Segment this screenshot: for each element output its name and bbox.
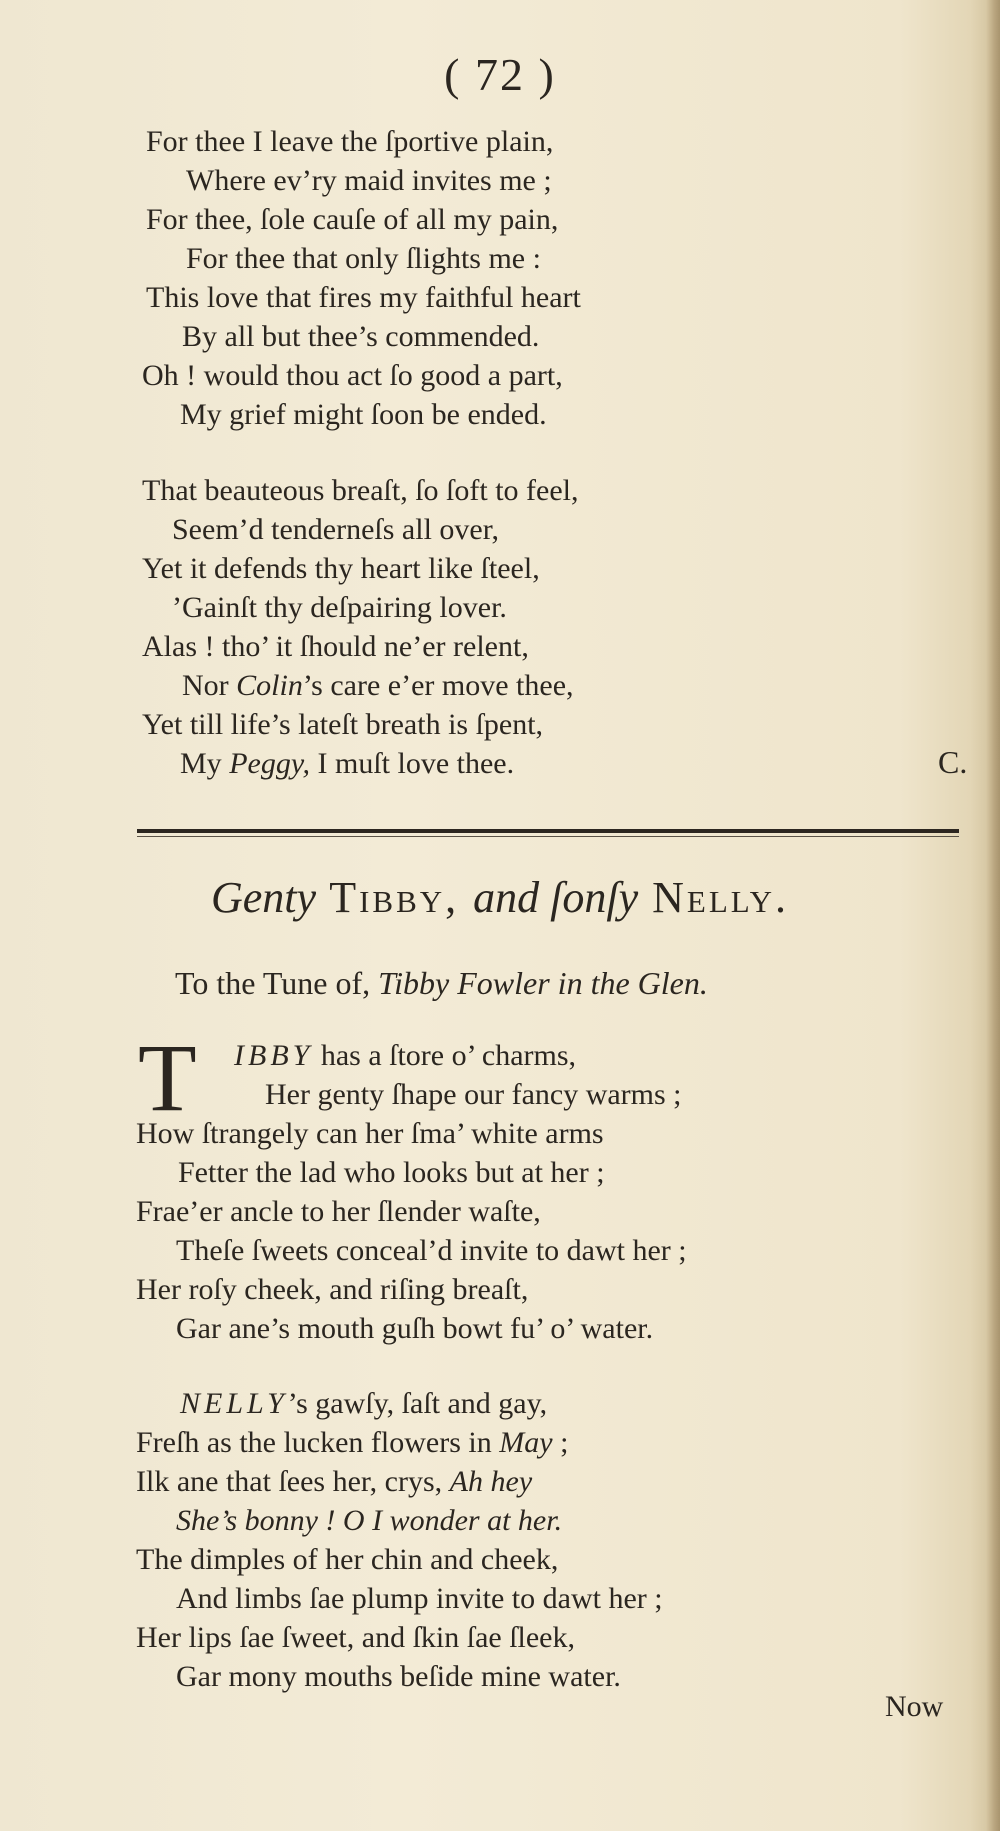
- verse-line: For thee I leave the ſportive plain,: [146, 125, 554, 158]
- verse-line: Seem’d tenderneſs all over,: [172, 513, 500, 546]
- month-name: May: [499, 1426, 553, 1459]
- verse-line: [176, 1502, 562, 1540]
- verse-line: Gar ane’s mouth guſh bowt fu’ o’ water.: [176, 1312, 654, 1345]
- title-part: Genty: [210, 873, 317, 922]
- verse-line: [180, 1385, 547, 1423]
- tune-heading: [175, 965, 708, 1002]
- verse-line: Her roſy cheek, and riſing breaſt,: [136, 1273, 529, 1306]
- section-rule: [137, 829, 959, 833]
- exclamation: She’s bonny ! O I wonder at her.: [176, 1504, 563, 1537]
- song-title: [0, 872, 1000, 923]
- drop-cap-continuation: IBBY: [234, 1039, 314, 1072]
- verse-line: My grief might ſoon be ended.: [180, 398, 547, 431]
- verse-line: How ſtrangely can her ſma’ white arms: [136, 1117, 604, 1150]
- verse-line: Her lips ſae ſweet, and ſkin ſae ſleek,: [136, 1621, 575, 1654]
- character-name: Peggy,: [229, 747, 310, 780]
- author-signature: C.: [938, 744, 968, 780]
- verse-line: [182, 667, 574, 705]
- verse-line: [136, 1424, 568, 1462]
- character-name: Colin: [236, 669, 303, 702]
- verse-line: Alas ! tho’ it ſhould ne’er relent,: [142, 630, 529, 663]
- verse-line: Fetter the lad who looks but at her ;: [178, 1156, 605, 1189]
- verse-line: Yet till life’s lateſt breath is ſpent,: [142, 708, 544, 741]
- verse-line: Theſe ſweets conceal’d invite to dawt her ;: [176, 1234, 687, 1267]
- catchword: Now: [885, 1690, 944, 1723]
- verse-text: ’s care e’er move thee,: [302, 669, 574, 702]
- tune-label: To the Tune of,: [175, 965, 379, 1001]
- verse-text: ’s gawſy, ſaſt and gay,: [287, 1387, 548, 1420]
- verse-text: ;: [552, 1426, 569, 1459]
- verse-line: [234, 1037, 576, 1075]
- section-rule-thin: [137, 836, 959, 837]
- verse-line: ’Gainſt thy deſpairing lover.: [172, 591, 507, 624]
- verse-text: Ilk ane that ſees her, crys,: [136, 1465, 450, 1498]
- verse-text: I muſt love thee.: [310, 747, 515, 780]
- verse-line: [180, 745, 514, 783]
- verse-line: Oh ! would thou act ſo good a part,: [142, 359, 563, 392]
- verse-text: Nor: [182, 669, 237, 702]
- verse-line: And limbs ſae plump invite to dawt her ;: [176, 1582, 663, 1615]
- verse-line: Yet it defends thy heart like ſteel,: [142, 552, 540, 585]
- verse-text: has a ſtore o’ charms,: [313, 1039, 577, 1072]
- verse-line: Her genty ſhape our fancy warms ;: [265, 1078, 682, 1111]
- verse-line: Where ev’ry maid invites me ;: [186, 164, 552, 197]
- verse-line: That beauteous breaſt, ſo ſoft to feel,: [142, 474, 579, 507]
- verse-line: The dimples of her chin and cheek,: [136, 1543, 559, 1576]
- page-number: ( 72 ): [444, 49, 556, 100]
- title-part: Nelly.: [638, 873, 790, 922]
- verse-line: Gar mony mouths beſide mine water.: [176, 1660, 621, 1693]
- title-part: Tibby,: [316, 873, 474, 922]
- verse-line: Frae’er ancle to her ſlender waſte,: [136, 1195, 541, 1228]
- verse-line: By all but thee’s commended.: [182, 320, 540, 353]
- title-part: and ſonſy: [473, 873, 639, 922]
- verse-line: For thee that only ſlights me :: [186, 242, 541, 275]
- verse-text: Freſh as the lucken flowers in: [136, 1426, 500, 1459]
- drop-cap: T: [138, 1024, 197, 1131]
- verse-line: For thee, ſole cauſe of all my pain,: [146, 203, 559, 236]
- verse-line: This love that fires my faithful heart: [146, 281, 581, 314]
- tune-name: Tibby Fowler in the Glen.: [378, 965, 708, 1001]
- character-name: NELLY: [180, 1387, 288, 1420]
- verse-line: [136, 1463, 532, 1501]
- verse-text: My: [180, 747, 230, 780]
- exclamation: Ah hey: [449, 1465, 533, 1498]
